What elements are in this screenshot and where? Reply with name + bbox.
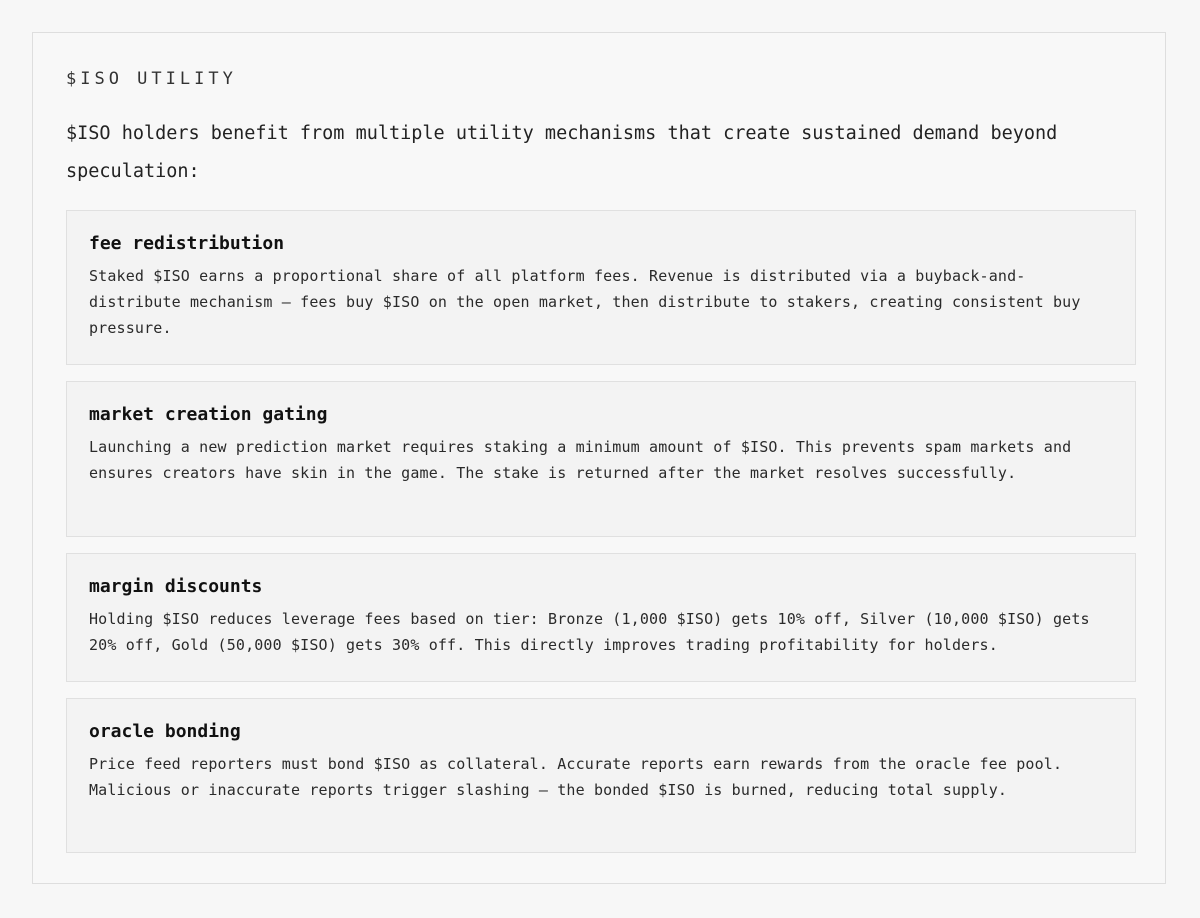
iso-utility-panel (32, 32, 1166, 884)
utility-card-market-creation-gating (66, 381, 1136, 537)
section-label: $ISO UTILITY (66, 69, 237, 89)
card-body: Price feed reporters must bond $ISO as collateral. Accurate reports earn rewards from the oracle fee pool. Malicious or inaccurate reports trigger slashing — the bonded $ISO is burned, reducing total supply. (89, 755, 1063, 800)
card-body: Launching a new prediction market requires staking a minimum amount of $ISO. This prevents spam markets and ensures creators have skin in the game. The stake is returned after the market resolves successfully. (89, 438, 1072, 483)
card-title: oracle bonding (89, 721, 241, 742)
card-title: market creation gating (89, 404, 328, 425)
card-title: fee redistribution (89, 233, 285, 254)
utility-card-margin-discounts (66, 553, 1136, 682)
card-title: margin discounts (89, 576, 263, 597)
intro-paragraph: $ISO holders benefit from multiple utility mechanisms that create sustained demand beyond speculation: (66, 123, 1058, 182)
card-body: Holding $ISO reduces leverage fees based on tier: Bronze (1,000 $ISO) gets 10% off, Silver (10,000 $ISO) gets 20% off, Gold (50,000 $ISO) gets 30% off. This directly improves trading profitability for holders. (89, 610, 1090, 655)
utility-card-oracle-bonding (66, 698, 1136, 853)
utility-card-fee-redistribution (66, 210, 1136, 365)
card-body: Staked $ISO earns a proportional share of all platform fees. Revenue is distributed via a buyback-and-distribute mechanism — fees buy $ISO on the open market, then distribute to stakers, creating consistent buy pressure. (89, 267, 1081, 338)
